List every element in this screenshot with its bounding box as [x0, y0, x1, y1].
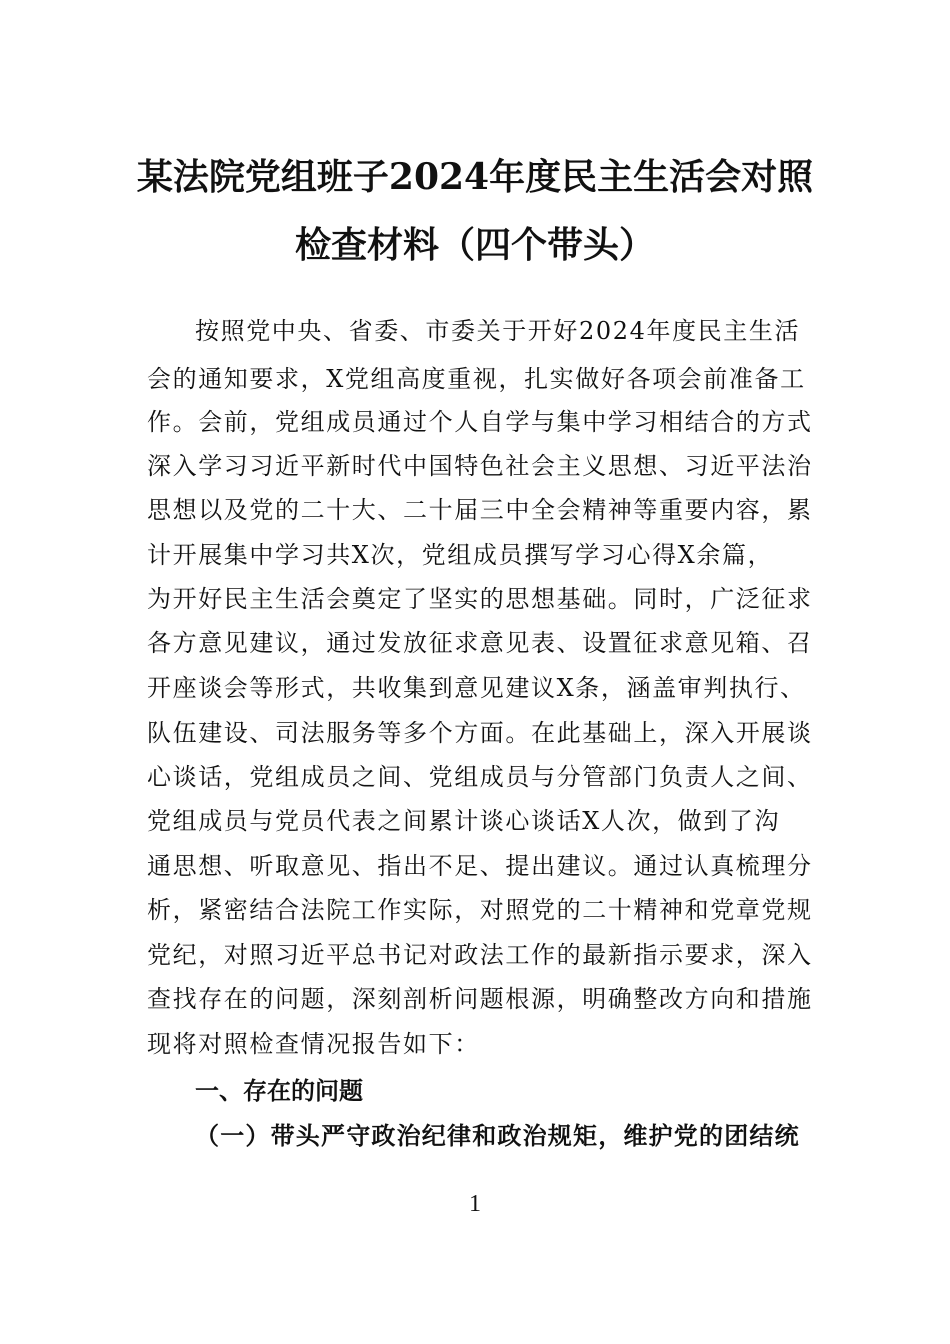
document-title-line-2: 检查材料（四个带头） — [294, 224, 655, 266]
paragraph-line: 党组成员与党员代表之间累计谈心谈话X人次，做到了沟 — [147, 807, 781, 835]
paragraph-line: 党纪，对照习近平总书记对政法工作的最新指示要求，深入 — [147, 941, 813, 969]
paragraph-line: 计开展集中学习共X次，党组成员撰写学习心得X余篇， — [147, 541, 774, 569]
paragraph-line: 通思想、听取意见、指出不足、提出建议。通过认真梳理分 — [147, 852, 813, 880]
paragraph-line: 现将对照检查情况报告如下： — [147, 1030, 480, 1058]
paragraph-line: 为开好民主生活会奠定了坚实的思想基础。同时，广泛征求 — [147, 585, 813, 613]
page-number: 1 — [469, 1191, 481, 1217]
paragraph-line: 队伍建设、司法服务等多个方面。在此基础上，深入开展谈 — [147, 719, 813, 747]
paragraph-line: 按照党中央、省委、市委关于开好2024年度民主生活 — [195, 317, 801, 345]
subsection-heading: （一）带头严守政治纪律和政治规矩，维护党的团结统 — [195, 1121, 800, 1150]
section-heading: 一、存在的问题 — [195, 1077, 363, 1105]
paragraph-line: 深入学习习近平新时代中国特色社会主义思想、习近平法治 — [147, 452, 813, 480]
paragraph-line: 查找存在的问题，深刻剖析问题根源，明确整改方向和措施 — [147, 985, 813, 1013]
paragraph-line: 各方意见建议，通过发放征求意见表、设置征求意见箱、召 — [147, 629, 813, 657]
paragraph-line: 析，紧密结合法院工作实际，对照党的二十精神和党章党规 — [147, 896, 813, 924]
paragraph-line: 作。会前，党组成员通过个人自学与集中学习相结合的方式 — [147, 408, 813, 436]
paragraph-line: 思想以及党的二十大、二十届三中全会精神等重要内容，累 — [147, 496, 813, 524]
paragraph-line: 心谈话，党组成员之间、党组成员与分管部门负责人之间、 — [147, 763, 813, 791]
paragraph-line: 开座谈会等形式，共收集到意见建议X条，涵盖审判执行、 — [147, 674, 806, 702]
paragraph-line: 会的通知要求，X党组高度重视，扎实做好各项会前准备工 — [147, 365, 806, 393]
document-title-line-1: 某法院党组班子2024年度民主生活会对照 — [136, 156, 814, 198]
